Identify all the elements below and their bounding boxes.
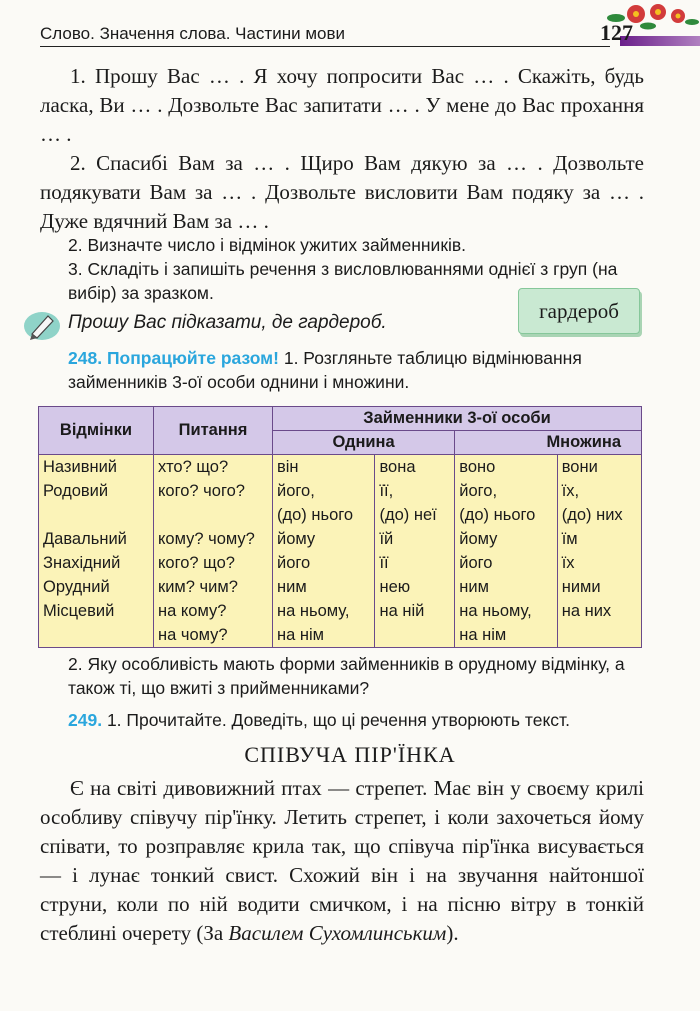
table-cell: Орудний — [39, 575, 154, 599]
header-case: Відмінки — [39, 407, 154, 455]
table-cell: він — [273, 455, 375, 480]
pen-icon — [22, 306, 62, 346]
table-cell: воно — [455, 455, 557, 480]
exercise-248-heading: Попрацюйте разом! — [106, 348, 279, 368]
example-sentence: Прошу Вас підказати, де гардероб. — [68, 312, 387, 333]
table-cell — [557, 623, 641, 648]
table-cell: (до) них — [557, 503, 641, 527]
table-cell: кому? чому? — [154, 527, 273, 551]
table-cell: кого? що? — [154, 551, 273, 575]
table-cell: нею — [375, 575, 455, 599]
question-2 — [68, 652, 644, 700]
story-end: ). — [446, 921, 459, 945]
table-cell: його, — [273, 479, 375, 503]
table-cell: Давальний — [39, 527, 154, 551]
badge-label: гардероб — [539, 298, 619, 323]
question-2-text: 2. Яку особливість мають форми займенників в орудному відмінку, а також ті, що вжиті з прийменниками? — [68, 654, 625, 698]
request-sentences: 1. Прошу Вас … . Я хочу попросити Вас … . Скажіть, будь ласка, Ви … . Дозвольте Вас запитати … . У мене до Вас прохання … . — [40, 64, 644, 146]
table-cell: хто? що? — [154, 455, 273, 480]
table-cell: на ній — [375, 599, 455, 623]
table-cell: вони — [557, 455, 641, 480]
table-cell: їм — [557, 527, 641, 551]
table-row — [39, 623, 642, 648]
story-title: СПІВУЧА ПІР'ЇНКА — [244, 742, 456, 767]
table-row — [39, 455, 642, 480]
table-cell: їх — [557, 551, 641, 575]
story-author: Василем Сухомлинським — [228, 921, 447, 945]
table-cell: його, — [455, 479, 557, 503]
header-question: Питання — [154, 407, 273, 455]
table-cell: її — [375, 551, 455, 575]
exercise-249-number: 249. — [68, 710, 103, 730]
thanks-sentences: 2. Спасибі Вам за … . Щиро Вам дякую за … . Дозвольте подякувати Вам за … . Дозвольте висловити Вам подяку за … . Дуже вдячний Вам за … . — [40, 151, 644, 233]
story-body — [40, 774, 644, 948]
running-head: Слово. Значення слова. Частини мови — [40, 24, 345, 43]
table-cell — [154, 503, 273, 527]
table-cell: вона — [375, 455, 455, 480]
story-text: Є на світі дивовижний птах — стрепет. Має він у своєму крилі особливу співучу пір'їнку. Летить стрепет, і коли захочеться йому співати, то розправляє крила так, що співуча пір'їнка висувається — і лунає тонкий свист. Схожий він і на звучання найтоншої струни, коли по ній водити смичком, і на пісню вітру в тонкій стеблині очерету (За — [40, 776, 644, 945]
table-cell: на нім — [455, 623, 557, 648]
table-cell: ними — [557, 575, 641, 599]
table-cell: на ньому, — [455, 599, 557, 623]
example-word-badge — [518, 288, 640, 334]
table-cell: їй — [375, 527, 455, 551]
exercise-248-number: 248. — [68, 348, 103, 368]
sentence-block — [40, 62, 644, 236]
page-number: 127 — [600, 20, 633, 45]
table-row — [39, 479, 642, 503]
table-cell: ким? чим? — [154, 575, 273, 599]
table-cell: йому — [273, 527, 375, 551]
table-cell: на ньому, — [273, 599, 375, 623]
table-cell: кого? чого? — [154, 479, 273, 503]
table-cell: йому — [455, 527, 557, 551]
table-cell: на чому? — [154, 623, 273, 648]
table-cell — [375, 623, 455, 648]
table-cell: Місцевий — [39, 599, 154, 623]
table-cell: Родовий — [39, 479, 154, 503]
exercise-249-text: 1. Прочитайте. Доведіть, що ці речення утворюють текст. — [106, 710, 570, 730]
table-cell: на кому? — [154, 599, 273, 623]
table-cell: ним — [455, 575, 557, 599]
header-plural: Множина — [455, 431, 642, 455]
table-row — [39, 599, 642, 623]
header-pronoun-group: Займенники 3-ої особи — [273, 407, 642, 431]
pronoun-declension-table — [38, 406, 642, 648]
exercise-248-text: 1. Розгляньте таблицю відмінювання займенників 3-ої особи однини і множини. — [68, 348, 582, 392]
exercise-248 — [68, 346, 644, 394]
header-rule — [40, 46, 610, 47]
header-singular: Однина — [273, 431, 455, 455]
table-cell — [39, 503, 154, 527]
task-2: 2. Визначте число і відмінок ужитих займенників. — [68, 235, 467, 255]
table-row — [39, 575, 642, 599]
table-cell — [39, 623, 154, 648]
table-cell: (до) нього — [273, 503, 375, 527]
table-cell: на них — [557, 599, 641, 623]
table-row — [39, 503, 642, 527]
table-cell: (до) нього — [455, 503, 557, 527]
table-cell: його — [273, 551, 375, 575]
table-cell: на нім — [273, 623, 375, 648]
exercise-249 — [68, 708, 644, 732]
task-3: 3. Складіть і запишіть речення з висловлюваннями однієї з груп (на вибір) за зразком. — [68, 259, 618, 303]
table-cell: Знахідний — [39, 551, 154, 575]
table-cell: її, — [375, 479, 455, 503]
table-row — [39, 527, 642, 551]
table-row — [39, 551, 642, 575]
table-cell: їх, — [557, 479, 641, 503]
table-cell: (до) неї — [375, 503, 455, 527]
table-cell: його — [455, 551, 557, 575]
table-cell: Називний — [39, 455, 154, 480]
table-cell: ним — [273, 575, 375, 599]
